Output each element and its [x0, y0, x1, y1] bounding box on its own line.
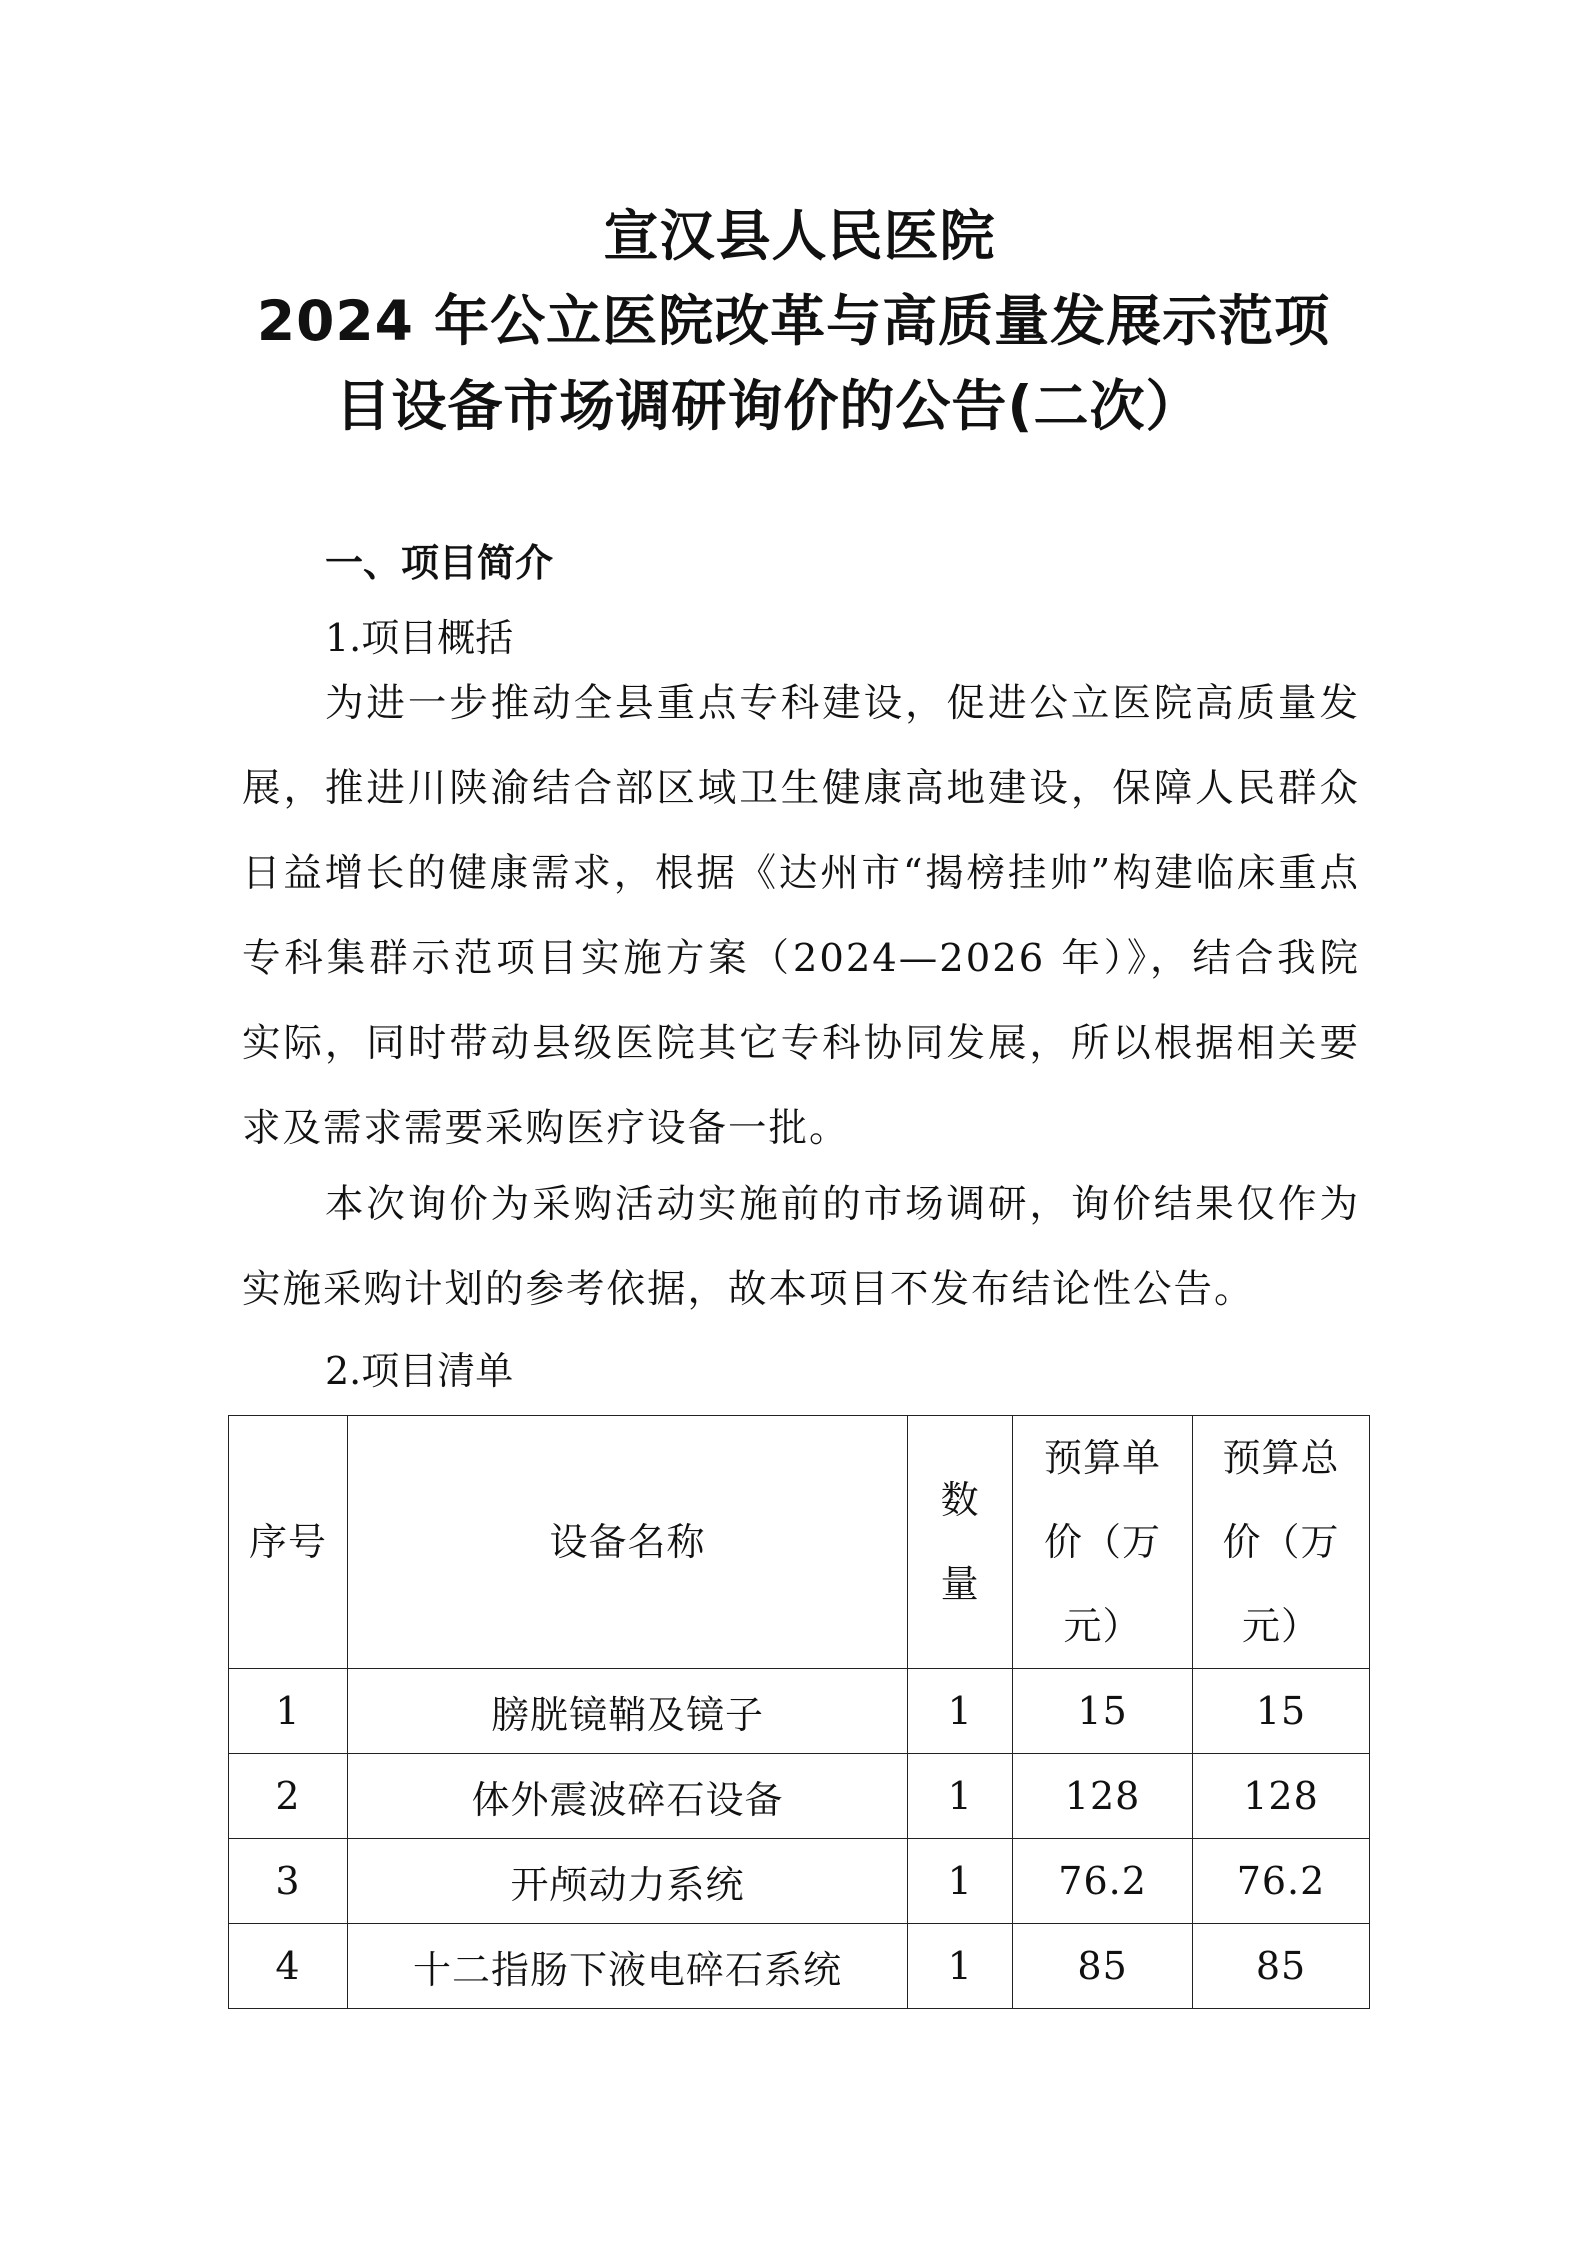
cell-unit-budget: 76.2: [1013, 1839, 1193, 1924]
cell-equipment-name: 开颅动力系统: [347, 1839, 907, 1924]
document-title-line-1: 宣汉县人民医院: [603, 204, 996, 268]
cell-serial-number: 1: [229, 1669, 348, 1754]
subheading-project-overview: 1.项目概括: [325, 616, 514, 660]
cell-unit-budget: 85: [1013, 1924, 1193, 2009]
cell-quantity: 1: [908, 1839, 1013, 1924]
header-total-budget: 预算总价（万元）: [1193, 1416, 1370, 1669]
table-row: [229, 1839, 1370, 1924]
table-row: [229, 1669, 1370, 1754]
document-title-line-3: 目设备市场调研询价的公告(二次）: [335, 374, 1202, 438]
cell-serial-number: 2: [229, 1754, 348, 1839]
cell-equipment-name: 体外震波碎石设备: [347, 1754, 907, 1839]
header-quantity: 数量: [908, 1416, 1013, 1669]
paragraph-inquiry-note: 本次询价为采购活动实施前的市场调研，询价结果仅作为实施采购计划的参考依据，故本项目不发布结论性公告。: [242, 1182, 1360, 1312]
cell-unit-budget: 128: [1013, 1754, 1193, 1839]
cell-total-budget: 85: [1193, 1924, 1370, 2009]
equipment-table: [228, 1415, 1370, 2009]
cell-equipment-name: 十二指肠下液电碎石系统: [347, 1924, 907, 2009]
cell-quantity: 1: [908, 1669, 1013, 1754]
table-header-row: [229, 1416, 1370, 1669]
section-heading-project-intro: 一、项目简介: [325, 541, 554, 585]
cell-quantity: 1: [908, 1754, 1013, 1839]
cell-total-budget: 128: [1193, 1754, 1370, 1839]
cell-serial-number: 3: [229, 1839, 348, 1924]
cell-quantity: 1: [908, 1924, 1013, 2009]
table-row: [229, 1754, 1370, 1839]
document-title-line-2: 2024 年公立医院改革与高质量发展示范项: [256, 289, 1331, 353]
table-row: [229, 1924, 1370, 2009]
header-serial-number: 序号: [229, 1416, 348, 1669]
subheading-project-list: 2.项目清单: [325, 1349, 514, 1393]
cell-serial-number: 4: [229, 1924, 348, 2009]
cell-total-budget: 76.2: [1193, 1839, 1370, 1924]
header-unit-budget: 预算单价（万元）: [1013, 1416, 1193, 1669]
cell-unit-budget: 15: [1013, 1669, 1193, 1754]
paragraph-project-background: 为进一步推动全县重点专科建设，促进公立医院高质量发展，推进川陕渝结合部区域卫生健康高地建设，保障人民群众日益增长的健康需求，根据《达州市“揭榜挂帅”构建临床重点专科集群示范项目实施方案（2024—2026 年）》，结合我院实际，同时带动县级医院其它专科协同发展，所以根据相关要求及需求需要采购医疗设备一批。: [242, 681, 1360, 1151]
cell-total-budget: 15: [1193, 1669, 1370, 1754]
cell-equipment-name: 膀胱镜鞘及镜子: [347, 1669, 907, 1754]
header-equipment-name: 设备名称: [347, 1416, 907, 1669]
